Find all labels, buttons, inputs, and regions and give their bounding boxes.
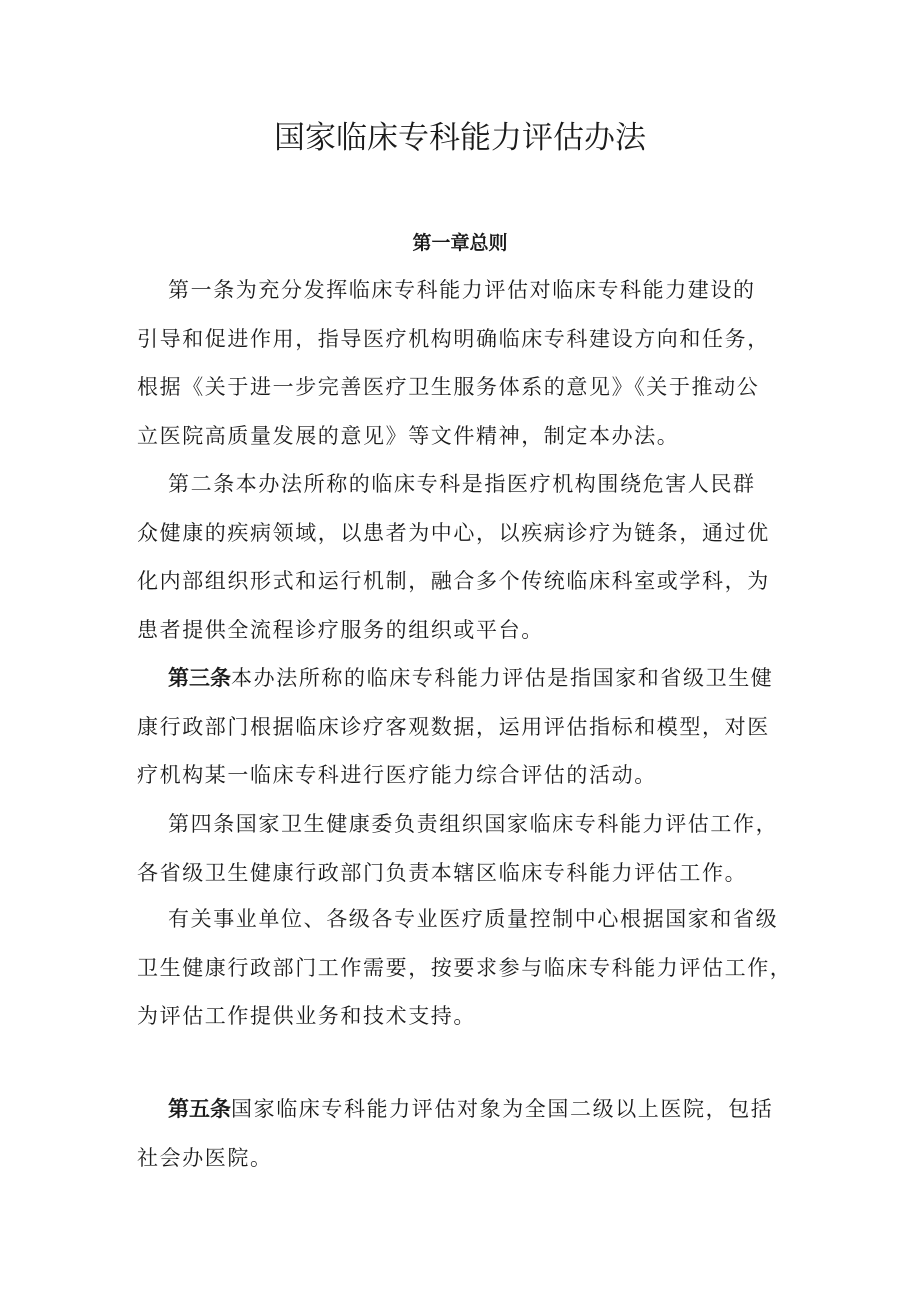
- paragraph-line: 第一条为充分发挥临床专科能力评估对临床专科能力建设的: [168, 278, 756, 302]
- paragraph-text: 本办法所称的临床专科能力评估是指国家和省级卫生健: [231, 666, 774, 690]
- document-title: 国家临床专科能力评估办法: [274, 120, 646, 156]
- article-4-continuation-paragraph: [137, 895, 797, 1041]
- paragraph-line: 康行政部门根据临床诊疗客观数据，运用评估指标和模型，对医: [137, 714, 770, 739]
- article-3-paragraph: [137, 654, 797, 800]
- paragraph-line: 立医院高质量发展的意见》等文件精神，制定本办法。: [137, 423, 680, 448]
- paragraph-line: 患者提供全流程诊疗服务的组织或平台。: [137, 617, 544, 642]
- paragraph-line: 社会办医院。: [137, 1145, 273, 1170]
- paragraph-line: 众健康的疾病领域，以患者为中心，以疾病诊疗为链条，通过优: [137, 520, 770, 545]
- paragraph-line: 各省级卫生健康行政部门负责本辖区临床专科能力评估工作。: [137, 860, 748, 885]
- paragraph-line: 有关事业单位、各级各专业医疗质量控制中心根据国家和省级: [168, 907, 779, 931]
- paragraph-line: 根据《关于进一步完善医疗卫生服务体系的意见》《关于推动公: [137, 375, 760, 399]
- paragraph-line: 第二条本办法所称的临床专科是指医疗机构围绕危害人民群: [168, 472, 756, 496]
- paragraph-line: 第四条国家卫生健康委负责组织国家临床专科能力评估工作，: [168, 812, 779, 836]
- paragraph-text: 国家临床专科能力评估对象为全国二级以上医院，包括: [231, 1097, 774, 1121]
- paragraph-line: 引导和促进作用，指导医疗机构明确临床专科建设方向和任务，: [137, 326, 770, 351]
- article-number: 第三条: [168, 666, 231, 690]
- article-4-paragraph: [137, 800, 797, 897]
- paragraph-line: 化内部组织形式和运行机制，融合多个传统临床科室或学科，为: [137, 569, 770, 593]
- paragraph-line: 卫生健康行政部门工作需要，按要求参与临床专科能力评估工作，: [137, 955, 793, 980]
- paragraph-line: [137, 1085, 797, 1134]
- paragraph-line: 为评估工作提供业务和技术支持。: [137, 1004, 476, 1028]
- chapter-heading: 第一章总则: [412, 232, 508, 254]
- article-1-paragraph: [137, 266, 797, 460]
- article-number: 第五条: [168, 1097, 231, 1121]
- paragraph-line: 疗机构某一临床专科进行医疗能力综合评估的活动。: [137, 763, 657, 787]
- paragraph-line: [137, 654, 797, 703]
- article-2-paragraph: [137, 460, 797, 654]
- article-5-paragraph: [137, 1085, 797, 1182]
